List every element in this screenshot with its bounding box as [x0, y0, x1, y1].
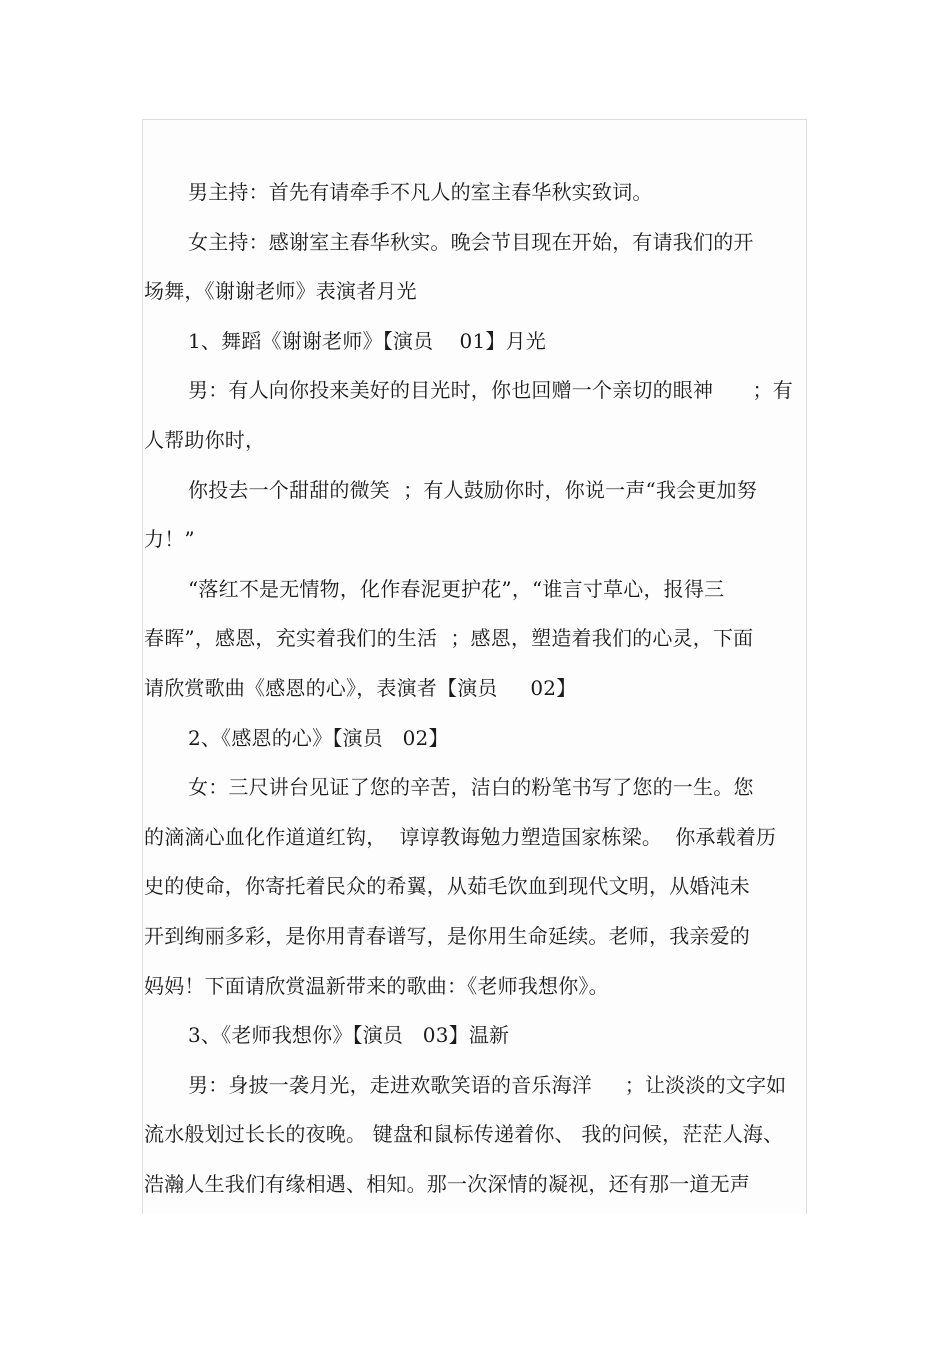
program-item-heading: 2、《感恩的心》【演员 02】: [188, 725, 449, 750]
text-line: 人帮助你时，: [144, 427, 266, 452]
text-line: 场舞，《谢谢老师》表演者月光: [144, 279, 417, 304]
text-line: 男：身披一袭月光，走进欢歌笑语的音乐海洋 ；让淡淡的文字如: [188, 1072, 787, 1097]
text-line: 开到绚丽多彩，是你用青春谱写，是你用生命延续。老师，我亲爱的: [144, 923, 750, 948]
document-body: [144, 168, 808, 1209]
text-line: 女：三尺讲台见证了您的辛苦，洁白的粉笔书写了您的一生。您: [188, 775, 754, 800]
text-line: 你投去一个甜甜的微笑 ；有人鼓励你时，你说一声“我会更加努: [188, 477, 757, 502]
text-line: “落红不是无情物，化作春泥更护花”，“谁言寸草心，报得三: [188, 576, 725, 601]
program-item-heading: 1、舞蹈《谢谢老师》【演员 01】月光: [188, 328, 547, 353]
text-line: 力！”: [144, 527, 195, 552]
text-line: 的滴滴心血化作道道红钩， 谆谆教诲勉力塑造国家栋梁。 你承载着历: [144, 824, 777, 849]
text-line: 男：有人向你投来美好的目光时，你也回赠一个亲切的眼神 ；有: [188, 378, 793, 403]
text-line: 史的使命，你寄托着民众的希翼，从茹毛饮血到现代文明，从婚沌未: [144, 874, 750, 899]
text-line: 浩瀚人生我们有缘相遇、相知。那一次深情的凝视，还有那一道无声: [144, 1171, 750, 1196]
program-item-heading: 3、《老师我想你》【演员 03】温新: [188, 1023, 510, 1048]
text-line: 请欣赏歌曲《感恩的心》，表演者【演员 02】: [144, 675, 577, 700]
text-line: 春晖”，感恩，充实着我们的生活 ；感恩，塑造着我们的心灵，下面: [144, 626, 754, 651]
text-line: 流水般划过长长的夜晚。 键盘和鼠标传递着你、 我的问候，茫茫人海、: [144, 1122, 784, 1147]
text-line: 女主持：感谢室主春华秋实。晚会节目现在开始，有请我们的开: [188, 229, 754, 254]
text-line: 男主持：首先有请牵手不凡人的室主春华秋实致词。: [188, 180, 653, 204]
text-line: 妈妈！下面请欣赏温新带来的歌曲：《老师我想你》。: [144, 973, 609, 998]
